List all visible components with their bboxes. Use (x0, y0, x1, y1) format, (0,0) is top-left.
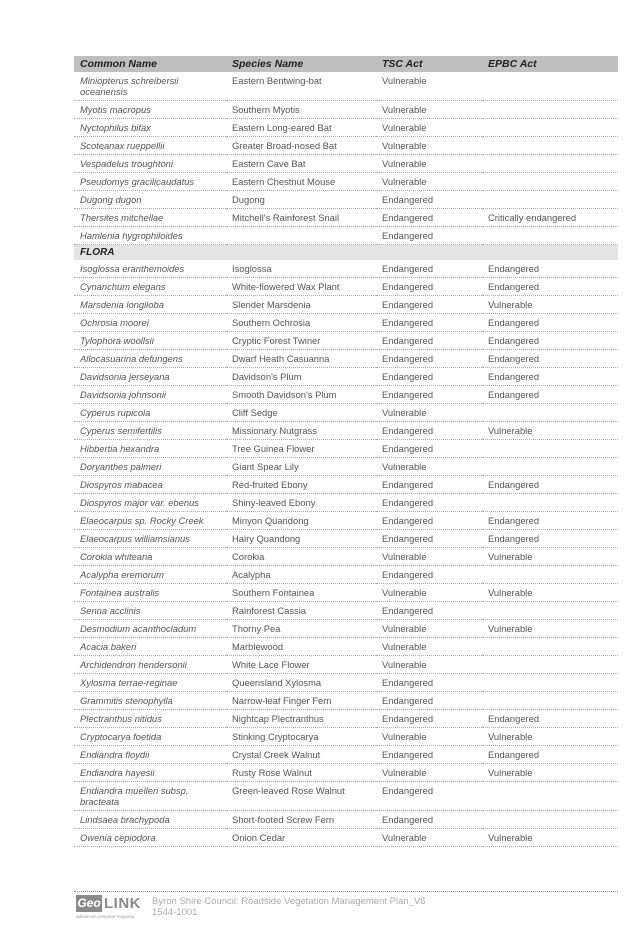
footer-divider (74, 891, 618, 892)
common-name-cell: Diospyros mabacea (74, 476, 226, 494)
tsc-status-cell: Vulnerable (376, 620, 482, 638)
epbc-status-cell (482, 782, 618, 811)
tsc-status-cell: Vulnerable (376, 137, 482, 155)
species-name-cell: Red-fruited Ebony (226, 476, 376, 494)
common-name-cell: Lindsaea brachypoda (74, 811, 226, 829)
epbc-status-cell (482, 404, 618, 422)
tsc-status-cell: Endangered (376, 494, 482, 512)
table-row (74, 101, 618, 119)
tsc-status-cell: Endangered (376, 530, 482, 548)
epbc-status-cell: Vulnerable (482, 728, 618, 746)
table-row (74, 278, 618, 296)
species-name-cell: Hairy Quandong (226, 530, 376, 548)
header-epbc-act: EPBC Act (482, 56, 618, 72)
species-name-cell: Marblewood (226, 638, 376, 656)
tsc-status-cell: Endangered (376, 209, 482, 227)
table-row (74, 584, 618, 602)
table-row (74, 476, 618, 494)
species-name-cell: Rusty Rose Walnut (226, 764, 376, 782)
epbc-status-cell: Vulnerable (482, 829, 618, 847)
species-name-cell: Isoglossa (226, 260, 376, 278)
common-name-cell: Acacia bakeri (74, 638, 226, 656)
tsc-status-cell: Endangered (376, 422, 482, 440)
table-row (74, 710, 618, 728)
table-row (74, 638, 618, 656)
tsc-status-cell: Endangered (376, 314, 482, 332)
logo-link-text: LINK (104, 895, 141, 912)
table-row (74, 314, 618, 332)
tsc-status-cell: Endangered (376, 476, 482, 494)
fauna-rows (74, 72, 618, 245)
tsc-status-cell: Vulnerable (376, 155, 482, 173)
species-name-cell: Green-leaved Rose Walnut (226, 782, 376, 811)
table-row (74, 332, 618, 350)
table-row (74, 404, 618, 422)
species-name-cell: Davidson's Plum (226, 368, 376, 386)
common-name-cell: Owenia cepiodora (74, 829, 226, 847)
species-name-cell: Eastern Chestnut Mouse (226, 173, 376, 191)
common-name-cell: Ochrosia moorei (74, 314, 226, 332)
table-row (74, 72, 618, 101)
epbc-status-cell (482, 119, 618, 137)
footer-doc-title: Byron Shire Council: Roadside Vegetation Management Plan_V6 (152, 896, 426, 907)
table-row (74, 811, 618, 829)
tsc-status-cell: Vulnerable (376, 458, 482, 476)
common-name-cell: Corokia whiteana (74, 548, 226, 566)
tsc-status-cell: Endangered (376, 350, 482, 368)
epbc-status-cell (482, 155, 618, 173)
flora-rows (74, 260, 618, 847)
species-name-cell: White-flowered Wax Plant (226, 278, 376, 296)
common-name-cell: Elaeocarpus sp. Rocky Creek (74, 512, 226, 530)
tsc-status-cell: Endangered (376, 440, 482, 458)
tsc-status-cell: Vulnerable (376, 173, 482, 191)
common-name-cell: Cyperus semifertilis (74, 422, 226, 440)
epbc-status-cell: Vulnerable (482, 764, 618, 782)
common-name-cell: Allocasuarina defungens (74, 350, 226, 368)
common-name-cell: Hibbertia hexandra (74, 440, 226, 458)
common-name-cell: Scoteanax rueppellii (74, 137, 226, 155)
table-row (74, 620, 618, 638)
epbc-status-cell (482, 692, 618, 710)
table-row (74, 602, 618, 620)
table-row (74, 260, 618, 278)
species-name-cell: Thorny Pea (226, 620, 376, 638)
table-row (74, 119, 618, 137)
species-name-cell: Mitchell's Rainforest Snail (226, 209, 376, 227)
species-name-cell: Greater Broad-nosed Bat (226, 137, 376, 155)
tsc-status-cell: Vulnerable (376, 119, 482, 137)
epbc-status-cell: Endangered (482, 260, 618, 278)
table-row (74, 440, 618, 458)
species-name-cell: Slender Marsdenia (226, 296, 376, 314)
common-name-cell: Nyctophilus bifax (74, 119, 226, 137)
tsc-status-cell: Endangered (376, 710, 482, 728)
common-name-cell: Desmodium acanthocladum (74, 620, 226, 638)
tsc-status-cell: Vulnerable (376, 638, 482, 656)
table-row (74, 829, 618, 847)
tsc-status-cell: Endangered (376, 260, 482, 278)
epbc-status-cell (482, 137, 618, 155)
section-label-flora: FLORA (74, 245, 618, 261)
table-row (74, 173, 618, 191)
species-table (74, 56, 618, 847)
epbc-status-cell (482, 227, 618, 245)
species-name-cell: Onion Cedar (226, 829, 376, 847)
table-row (74, 782, 618, 811)
tsc-status-cell: Endangered (376, 332, 482, 350)
species-name-cell: Tree Guinea Flower (226, 440, 376, 458)
epbc-status-cell: Endangered (482, 278, 618, 296)
common-name-cell: Diospyros major var. ebenus (74, 494, 226, 512)
common-name-cell: Endiandra hayesii (74, 764, 226, 782)
epbc-status-cell: Endangered (482, 746, 618, 764)
table-row (74, 656, 618, 674)
common-name-cell: Plectranthus nitidus (74, 710, 226, 728)
common-name-cell: Miniopterus schreibersii oceanensis (74, 72, 226, 101)
species-name-cell: White Lace Flower (226, 656, 376, 674)
epbc-status-cell: Vulnerable (482, 620, 618, 638)
epbc-status-cell (482, 638, 618, 656)
epbc-status-cell: Endangered (482, 530, 618, 548)
species-name-cell: Nightcap Plectranthus (226, 710, 376, 728)
species-name-cell: Crystal Creek Walnut (226, 746, 376, 764)
table-row (74, 692, 618, 710)
tsc-status-cell: Vulnerable (376, 584, 482, 602)
logo-geo-text: Geo (77, 896, 101, 910)
table-row (74, 191, 618, 209)
table-row (74, 566, 618, 584)
common-name-cell: Cryptocarya foetida (74, 728, 226, 746)
tsc-status-cell: Endangered (376, 566, 482, 584)
epbc-status-cell (482, 674, 618, 692)
common-name-cell: Grammitis stenophylla (74, 692, 226, 710)
table-row (74, 728, 618, 746)
common-name-cell: Senna acclinis (74, 602, 226, 620)
tsc-status-cell: Endangered (376, 512, 482, 530)
epbc-status-cell: Endangered (482, 314, 618, 332)
epbc-status-cell: Endangered (482, 368, 618, 386)
common-name-cell: Fontainea australis (74, 584, 226, 602)
common-name-cell: Archidendron hendersonii (74, 656, 226, 674)
tsc-status-cell: Vulnerable (376, 548, 482, 566)
species-name-cell: Narrow-leaf Finger Fern (226, 692, 376, 710)
flora-section (74, 245, 618, 261)
epbc-status-cell (482, 72, 618, 101)
table-row (74, 512, 618, 530)
species-name-cell: Acalypha (226, 566, 376, 584)
species-name-cell: Dwarf Heath Casuarina (226, 350, 376, 368)
common-name-cell: Tylophora woollsii (74, 332, 226, 350)
table-row (74, 386, 618, 404)
tsc-status-cell: Endangered (376, 811, 482, 829)
common-name-cell: Cyperus rupicola (74, 404, 226, 422)
common-name-cell: Myotis macropus (74, 101, 226, 119)
epbc-status-cell (482, 811, 618, 829)
species-name-cell: Rainforest Cassia (226, 602, 376, 620)
species-name-cell: Minyon Quandong (226, 512, 376, 530)
common-name-cell: Pseudomys gracilicaudatus (74, 173, 226, 191)
geolink-logo (76, 895, 142, 923)
common-name-cell: Marsdenia longiloba (74, 296, 226, 314)
section-row-flora (74, 245, 618, 261)
tsc-status-cell: Endangered (376, 782, 482, 811)
common-name-cell: Vespadelus troughtoni (74, 155, 226, 173)
tsc-status-cell: Endangered (376, 674, 482, 692)
species-name-cell: Eastern Cave Bat (226, 155, 376, 173)
epbc-status-cell: Endangered (482, 386, 618, 404)
epbc-status-cell (482, 566, 618, 584)
species-name-cell: Corokia (226, 548, 376, 566)
epbc-status-cell (482, 173, 618, 191)
species-name-cell: Giant Spear Lily (226, 458, 376, 476)
epbc-status-cell: Vulnerable (482, 296, 618, 314)
epbc-status-cell: Critically endangered (482, 209, 618, 227)
epbc-status-cell: Endangered (482, 512, 618, 530)
table-row (74, 530, 618, 548)
table-row (74, 227, 618, 245)
species-name-cell: Short-footed Screw Fern (226, 811, 376, 829)
tsc-status-cell: Vulnerable (376, 764, 482, 782)
table-row (74, 296, 618, 314)
tsc-status-cell: Endangered (376, 602, 482, 620)
table-row (74, 209, 618, 227)
tsc-status-cell: Endangered (376, 227, 482, 245)
table-row (74, 764, 618, 782)
species-name-cell: Southern Myotis (226, 101, 376, 119)
tsc-status-cell: Endangered (376, 746, 482, 764)
epbc-status-cell: Vulnerable (482, 422, 618, 440)
footer-document-info (152, 896, 426, 918)
common-name-cell: Endiandra muelleri subsp. bracteata (74, 782, 226, 811)
table-row (74, 746, 618, 764)
tsc-status-cell: Endangered (376, 368, 482, 386)
epbc-status-cell (482, 602, 618, 620)
common-name-cell: Dugong dugon (74, 191, 226, 209)
table-row (74, 368, 618, 386)
species-name-cell: Stinking Cryptocarya (226, 728, 376, 746)
epbc-status-cell (482, 191, 618, 209)
epbc-status-cell: Endangered (482, 350, 618, 368)
common-name-cell: Hamlenia hygrophiloides (74, 227, 226, 245)
species-name-cell: Cliff Sedge (226, 404, 376, 422)
header-common-name: Common Name (74, 56, 226, 72)
species-name-cell: Eastern Long-eared Bat (226, 119, 376, 137)
epbc-status-cell (482, 656, 618, 674)
epbc-status-cell (482, 458, 618, 476)
tsc-status-cell: Vulnerable (376, 829, 482, 847)
table-row (74, 494, 618, 512)
epbc-status-cell: Endangered (482, 710, 618, 728)
header-row (74, 56, 618, 72)
common-name-cell: Elaeocarpus williamsianus (74, 530, 226, 548)
common-name-cell: Cynanchum elegans (74, 278, 226, 296)
common-name-cell: Davidsonia jerseyana (74, 368, 226, 386)
tsc-status-cell: Endangered (376, 386, 482, 404)
table-row (74, 350, 618, 368)
species-name-cell: Southern Fontainea (226, 584, 376, 602)
species-name-cell: Southern Ochrosia (226, 314, 376, 332)
epbc-status-cell: Vulnerable (482, 548, 618, 566)
tsc-status-cell: Endangered (376, 692, 482, 710)
common-name-cell: Thersites mitchellae (74, 209, 226, 227)
epbc-status-cell (482, 101, 618, 119)
species-name-cell: Dugong (226, 191, 376, 209)
table-row (74, 422, 618, 440)
common-name-cell: Davidsonia johnsonii (74, 386, 226, 404)
tsc-status-cell: Endangered (376, 191, 482, 209)
common-name-cell: Isoglossa eranthemoides (74, 260, 226, 278)
species-name-cell (226, 227, 376, 245)
epbc-status-cell (482, 494, 618, 512)
tsc-status-cell: Endangered (376, 278, 482, 296)
footer-doc-number: 1544-1001 (152, 907, 198, 918)
tsc-status-cell: Vulnerable (376, 728, 482, 746)
logo-tagline: advanced computer mapping (76, 914, 135, 919)
header-species-name: Species Name (226, 56, 376, 72)
table-row (74, 548, 618, 566)
epbc-status-cell: Endangered (482, 476, 618, 494)
common-name-cell: Acalypha eremorum (74, 566, 226, 584)
epbc-status-cell: Endangered (482, 332, 618, 350)
common-name-cell: Endiandra floydii (74, 746, 226, 764)
tsc-status-cell: Vulnerable (376, 404, 482, 422)
common-name-cell: Doryanthes palmeri (74, 458, 226, 476)
header-tsc-act: TSC Act (376, 56, 482, 72)
species-name-cell: Missionary Nutgrass (226, 422, 376, 440)
tsc-status-cell: Vulnerable (376, 656, 482, 674)
common-name-cell: Xylosma terrae-reginae (74, 674, 226, 692)
tsc-status-cell: Endangered (376, 296, 482, 314)
species-name-cell: Shiny-leaved Ebony (226, 494, 376, 512)
table-row (74, 137, 618, 155)
tsc-status-cell: Vulnerable (376, 101, 482, 119)
table-row (74, 155, 618, 173)
species-name-cell: Smooth Davidson's Plum (226, 386, 376, 404)
tsc-status-cell: Vulnerable (376, 72, 482, 101)
species-name-cell: Queensland Xylosma (226, 674, 376, 692)
epbc-status-cell: Vulnerable (482, 584, 618, 602)
table-row (74, 674, 618, 692)
species-name-cell: Cryptic Forest Twiner (226, 332, 376, 350)
species-name-cell: Eastern Bentwing-bat (226, 72, 376, 101)
epbc-status-cell (482, 440, 618, 458)
table-row (74, 458, 618, 476)
table-header (74, 56, 618, 72)
